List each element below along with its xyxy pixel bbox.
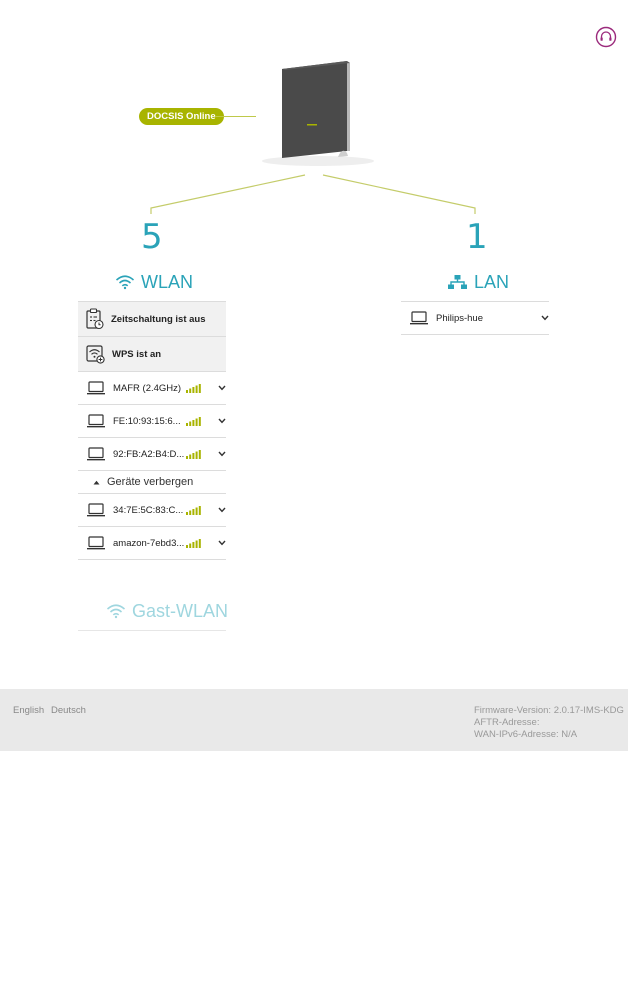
device-info xyxy=(474,705,624,741)
wan-ipv6-address: WAN-IPv6-Adresse: N/A xyxy=(474,729,578,740)
lan-device-row[interactable] xyxy=(401,301,549,334)
lan-panel xyxy=(401,301,549,335)
chevron-down-icon[interactable] xyxy=(541,315,549,321)
language-english-link[interactable]: English xyxy=(13,705,45,716)
device-name: 34:7E:5C:83:C... xyxy=(113,504,184,516)
chevron-down-icon[interactable] xyxy=(218,540,226,546)
support-button[interactable] xyxy=(595,26,617,48)
device-name: MAFR (2.4GHz) xyxy=(113,382,182,394)
wlan-device-row[interactable] xyxy=(78,437,226,470)
firmware-version: Firmware-Version: 2.0.17-IMS-KDG xyxy=(474,705,624,716)
laptop-icon xyxy=(86,381,106,395)
wps-setting-row[interactable] xyxy=(78,336,226,371)
laptop-icon xyxy=(86,503,106,517)
laptop-icon xyxy=(86,414,106,428)
wlan-title[interactable] xyxy=(115,269,193,295)
lan-title[interactable] xyxy=(447,269,509,295)
guest-wlan-divider xyxy=(78,630,226,631)
wlan-panel-end xyxy=(78,559,226,560)
router-image xyxy=(248,55,380,175)
wps-icon xyxy=(86,345,105,364)
wlan-device-row[interactable] xyxy=(78,371,226,404)
language-deutsch-link[interactable]: Deutsch xyxy=(51,705,86,716)
laptop-icon xyxy=(86,536,106,550)
footer xyxy=(0,689,628,751)
wlan-device-row[interactable] xyxy=(78,493,226,526)
wifi-icon xyxy=(115,274,135,290)
wps-setting-label: WPS ist an xyxy=(112,348,162,360)
docsis-connector-line xyxy=(216,116,256,117)
wlan-device-row[interactable] xyxy=(78,526,226,559)
chevron-down-icon[interactable] xyxy=(218,418,226,424)
schedule-clipboard-icon xyxy=(86,308,104,330)
aftr-address: AFTR-Adresse: xyxy=(474,717,540,728)
guest-wlan-title[interactable] xyxy=(106,598,228,624)
signal-strength-icon xyxy=(186,384,201,393)
laptop-icon xyxy=(86,447,106,461)
docsis-status-badge: DOCSIS Online xyxy=(139,108,224,125)
device-name: FE:10:93:15:6... xyxy=(113,415,181,427)
lan-title-label: LAN xyxy=(474,271,510,292)
signal-strength-icon xyxy=(186,539,201,548)
wlan-title-label: WLAN xyxy=(141,271,194,292)
schedule-setting-label: Zeitschaltung ist aus xyxy=(111,313,206,325)
signal-strength-icon xyxy=(186,417,201,426)
hide-devices-toggle[interactable] xyxy=(78,470,226,493)
chevron-down-icon[interactable] xyxy=(218,451,226,457)
wlan-panel xyxy=(78,301,226,560)
hide-devices-label: Geräte verbergen xyxy=(107,476,194,488)
wlan-device-count: 5 xyxy=(141,217,163,257)
laptop-icon xyxy=(409,311,429,325)
triangle-up-icon xyxy=(93,480,100,485)
schedule-setting-row[interactable] xyxy=(78,301,226,336)
network-icon xyxy=(447,274,468,290)
chevron-down-icon[interactable] xyxy=(218,507,226,513)
device-name: Philips-hue xyxy=(436,312,483,324)
guest-wlan-label: Gast-WLAN xyxy=(132,600,229,621)
lan-panel-end xyxy=(401,334,549,335)
wlan-device-row[interactable] xyxy=(78,404,226,437)
chevron-down-icon[interactable] xyxy=(218,385,226,391)
device-name: amazon-7ebd3... xyxy=(113,537,185,549)
wifi-icon xyxy=(106,603,126,619)
signal-strength-icon xyxy=(186,450,201,459)
lan-device-count: 1 xyxy=(466,217,488,257)
signal-strength-icon xyxy=(186,506,201,515)
headset-icon xyxy=(595,26,617,48)
device-name: 92:FB:A2:B4:D... xyxy=(113,448,185,460)
